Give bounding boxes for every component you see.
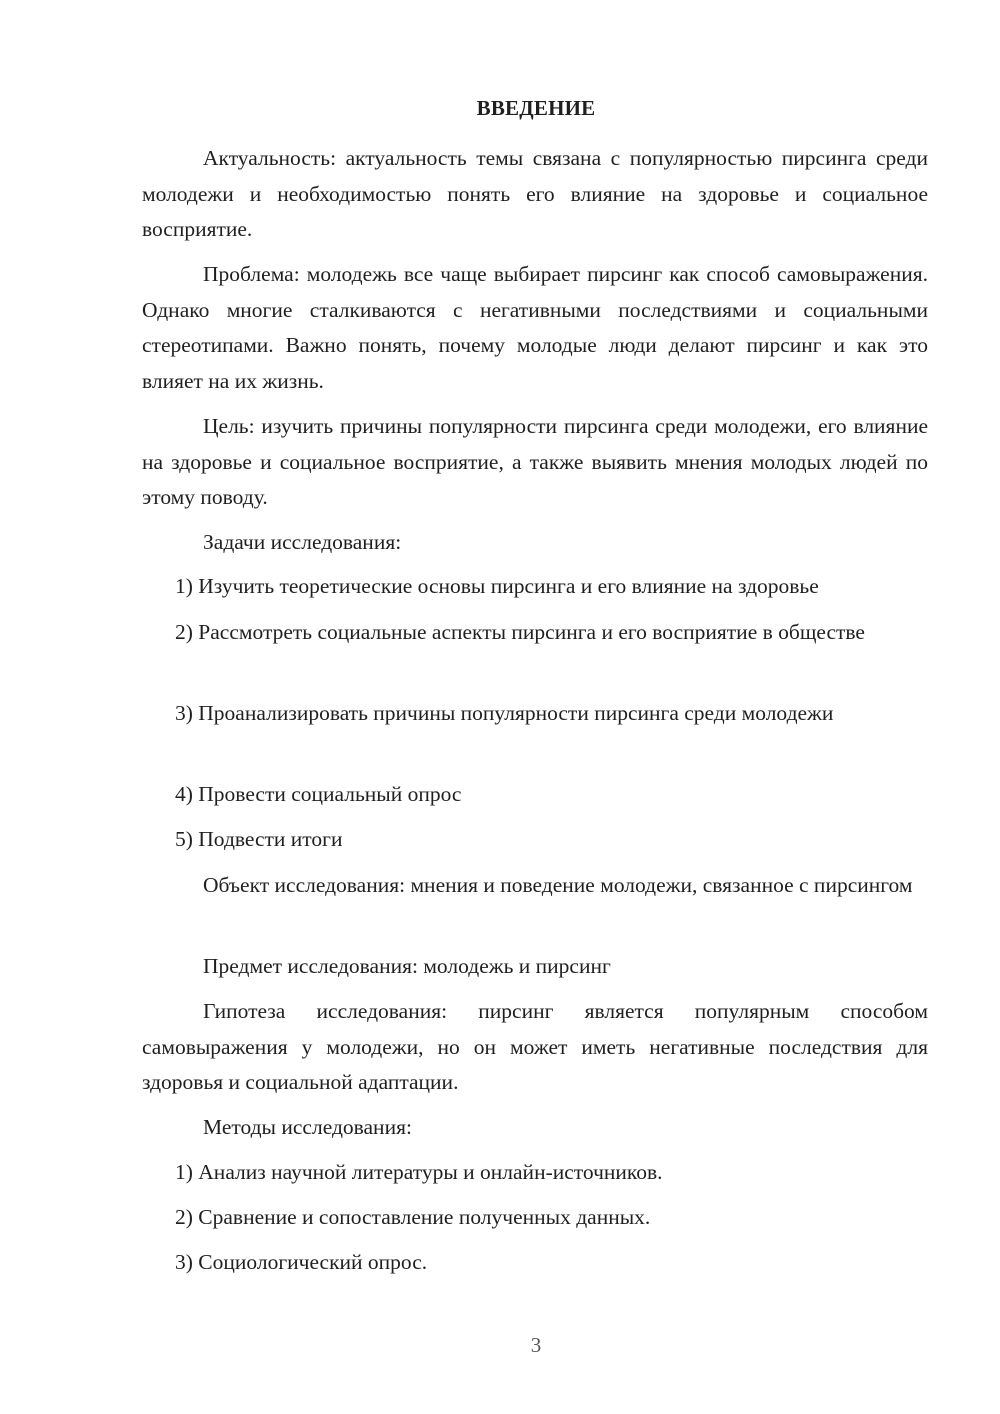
document-title: ВВЕДЕНИЕ <box>476 96 596 120</box>
task-item: 2) Рассмотреть социальные аспекты пирсинга и его восприятие в обществе <box>175 620 865 644</box>
paragraph-object: Объект исследования: мнения и поведение молодежи, связанное с пирсингом <box>203 873 913 897</box>
task-item: 5) Подвести итоги <box>175 827 343 851</box>
task-item: 1) Изучить теоретические основы пирсинга и его влияние на здоровье <box>175 574 819 598</box>
method-item: 2) Сравнение и сопоставление полученных данных. <box>175 1205 651 1229</box>
tasks-heading: Задачи исследования: <box>203 530 402 554</box>
paragraph-relevance: Актуальность: актуальность темы связана с популярностью пирсинга среди молодежи и необходимостью понять его влияние на здоровье и социальное восприятие. <box>142 146 928 241</box>
task-item: 4) Провести социальный опрос <box>175 782 462 806</box>
paragraph-problem: Проблема: молодежь все чаще выбирает пирсинг как способ самовыражения. Однако многие сталкиваются с негативными последствиями и социальными стереотипами. Важно понять, почему молодые люди делают пирсинг и как это влияет на их жизнь. <box>142 262 928 393</box>
method-item: 1) Анализ научной литературы и онлайн-источников. <box>175 1160 663 1184</box>
task-item: 3) Проанализировать причины популярности пирсинга среди молодежи <box>175 701 834 725</box>
paragraph-hypothesis: Гипотеза исследования: пирсинг является популярным способом самовыражения у молодежи, но он может иметь негативные последствия для здоровья и социальной адаптации. <box>142 999 928 1094</box>
paragraph-goal: Цель: изучить причины популярности пирсинга среди молодежи, его влияние на здоровье и социальное восприятие, а также выявить мнения молодых людей по этому поводу. <box>142 414 928 509</box>
paragraph-subject: Предмет исследования: молодежь и пирсинг <box>203 954 611 978</box>
method-item: 3) Социологический опрос. <box>175 1250 428 1274</box>
methods-heading: Методы исследования: <box>203 1115 412 1139</box>
page-number: 3 <box>530 1333 542 1357</box>
